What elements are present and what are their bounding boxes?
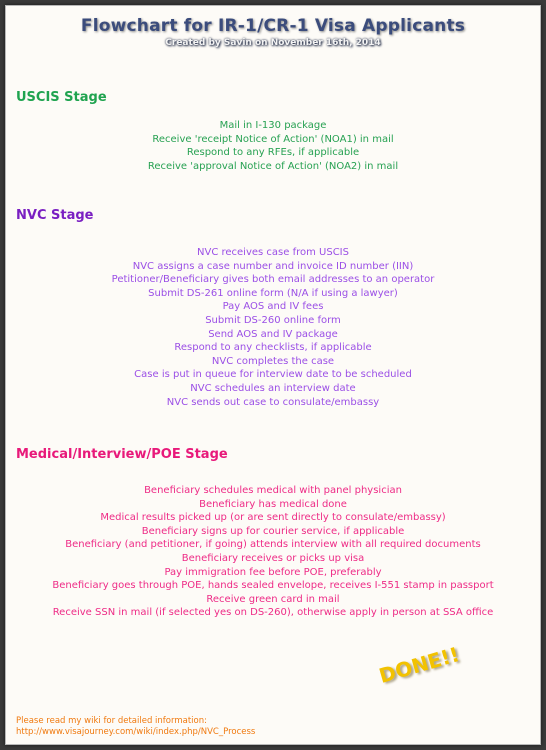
step-item: Respond to any RFEs, if applicable <box>186 147 360 159</box>
step-item: NVC assigns a case number and invoice ID number (IIN) <box>132 260 414 272</box>
step-item: NVC completes the case <box>211 355 335 367</box>
step-item: Beneficiary signs up for courier service, if applicable <box>141 525 405 537</box>
step-item: Petitioner/Beneficiary gives both email addresses to an operator <box>111 274 435 286</box>
step-item: Send AOS and IV package <box>208 328 338 340</box>
step-item: Beneficiary goes through POE, hands sealed envelope, receives I-551 stamp in passport <box>52 580 494 592</box>
step-item: Respond to any checklists, if applicable <box>174 342 372 354</box>
step-item: Beneficiary (and petitioner, if going) attends interview with all required documents <box>65 539 481 551</box>
footer-note <box>16 716 255 738</box>
page-subtitle: Created by Savin on November 16th, 2014 <box>165 38 381 48</box>
medical-stage-steps <box>6 484 540 620</box>
medical-stage-heading: Medical/Interview/POE Stage <box>16 447 228 462</box>
done-stamp: DONE!! <box>376 642 462 688</box>
nvc-stage-heading: NVC Stage <box>16 208 94 223</box>
step-item: Beneficiary schedules medical with panel physician <box>144 485 402 496</box>
step-item: Receive green card in mail <box>206 593 340 605</box>
step-item: Pay AOS and IV fees <box>222 301 324 313</box>
step-item: NVC receives case from USCIS <box>197 247 349 258</box>
uscis-stage-steps <box>6 119 540 173</box>
step-item: Receive 'approval Notice of Action' (NOA2) in mail <box>147 160 399 172</box>
step-item: Pay immigration fee before POE, preferably <box>164 566 382 578</box>
step-item: Case is put in queue for interview date to be scheduled <box>134 369 412 381</box>
step-item: Beneficiary receives or picks up visa <box>181 552 365 564</box>
step-item: Beneficiary has medical done <box>199 498 347 510</box>
step-item: Submit DS-261 online form (N/A if using a lawyer) <box>148 287 398 299</box>
wiki-link[interactable]: http://www.visajourney.com/wiki/index.php/NVC_Process <box>16 727 256 737</box>
step-item: NVC schedules an interview date <box>190 382 356 394</box>
nvc-stage-steps <box>6 246 540 409</box>
step-item: Medical results picked up (or are sent directly to consulate/embassy) <box>100 512 446 524</box>
uscis-stage-heading: USCIS Stage <box>16 90 107 105</box>
footer-text: Please read my wiki for detailed information: <box>16 716 207 726</box>
step-item: Receive SSN in mail (if selected yes on DS-260), otherwise apply in person at SSA office <box>52 607 494 619</box>
step-item: Receive 'receipt Notice of Action' (NOA1) in mail <box>152 133 394 145</box>
step-item: NVC sends out case to consulate/embassy <box>166 396 380 408</box>
step-item: Submit DS-260 online form <box>205 314 341 326</box>
step-item: Mail in I-130 package <box>219 120 327 131</box>
page-title: Flowchart for IR-1/CR-1 Visa Applicants <box>80 16 466 36</box>
flowchart-page <box>5 5 541 745</box>
